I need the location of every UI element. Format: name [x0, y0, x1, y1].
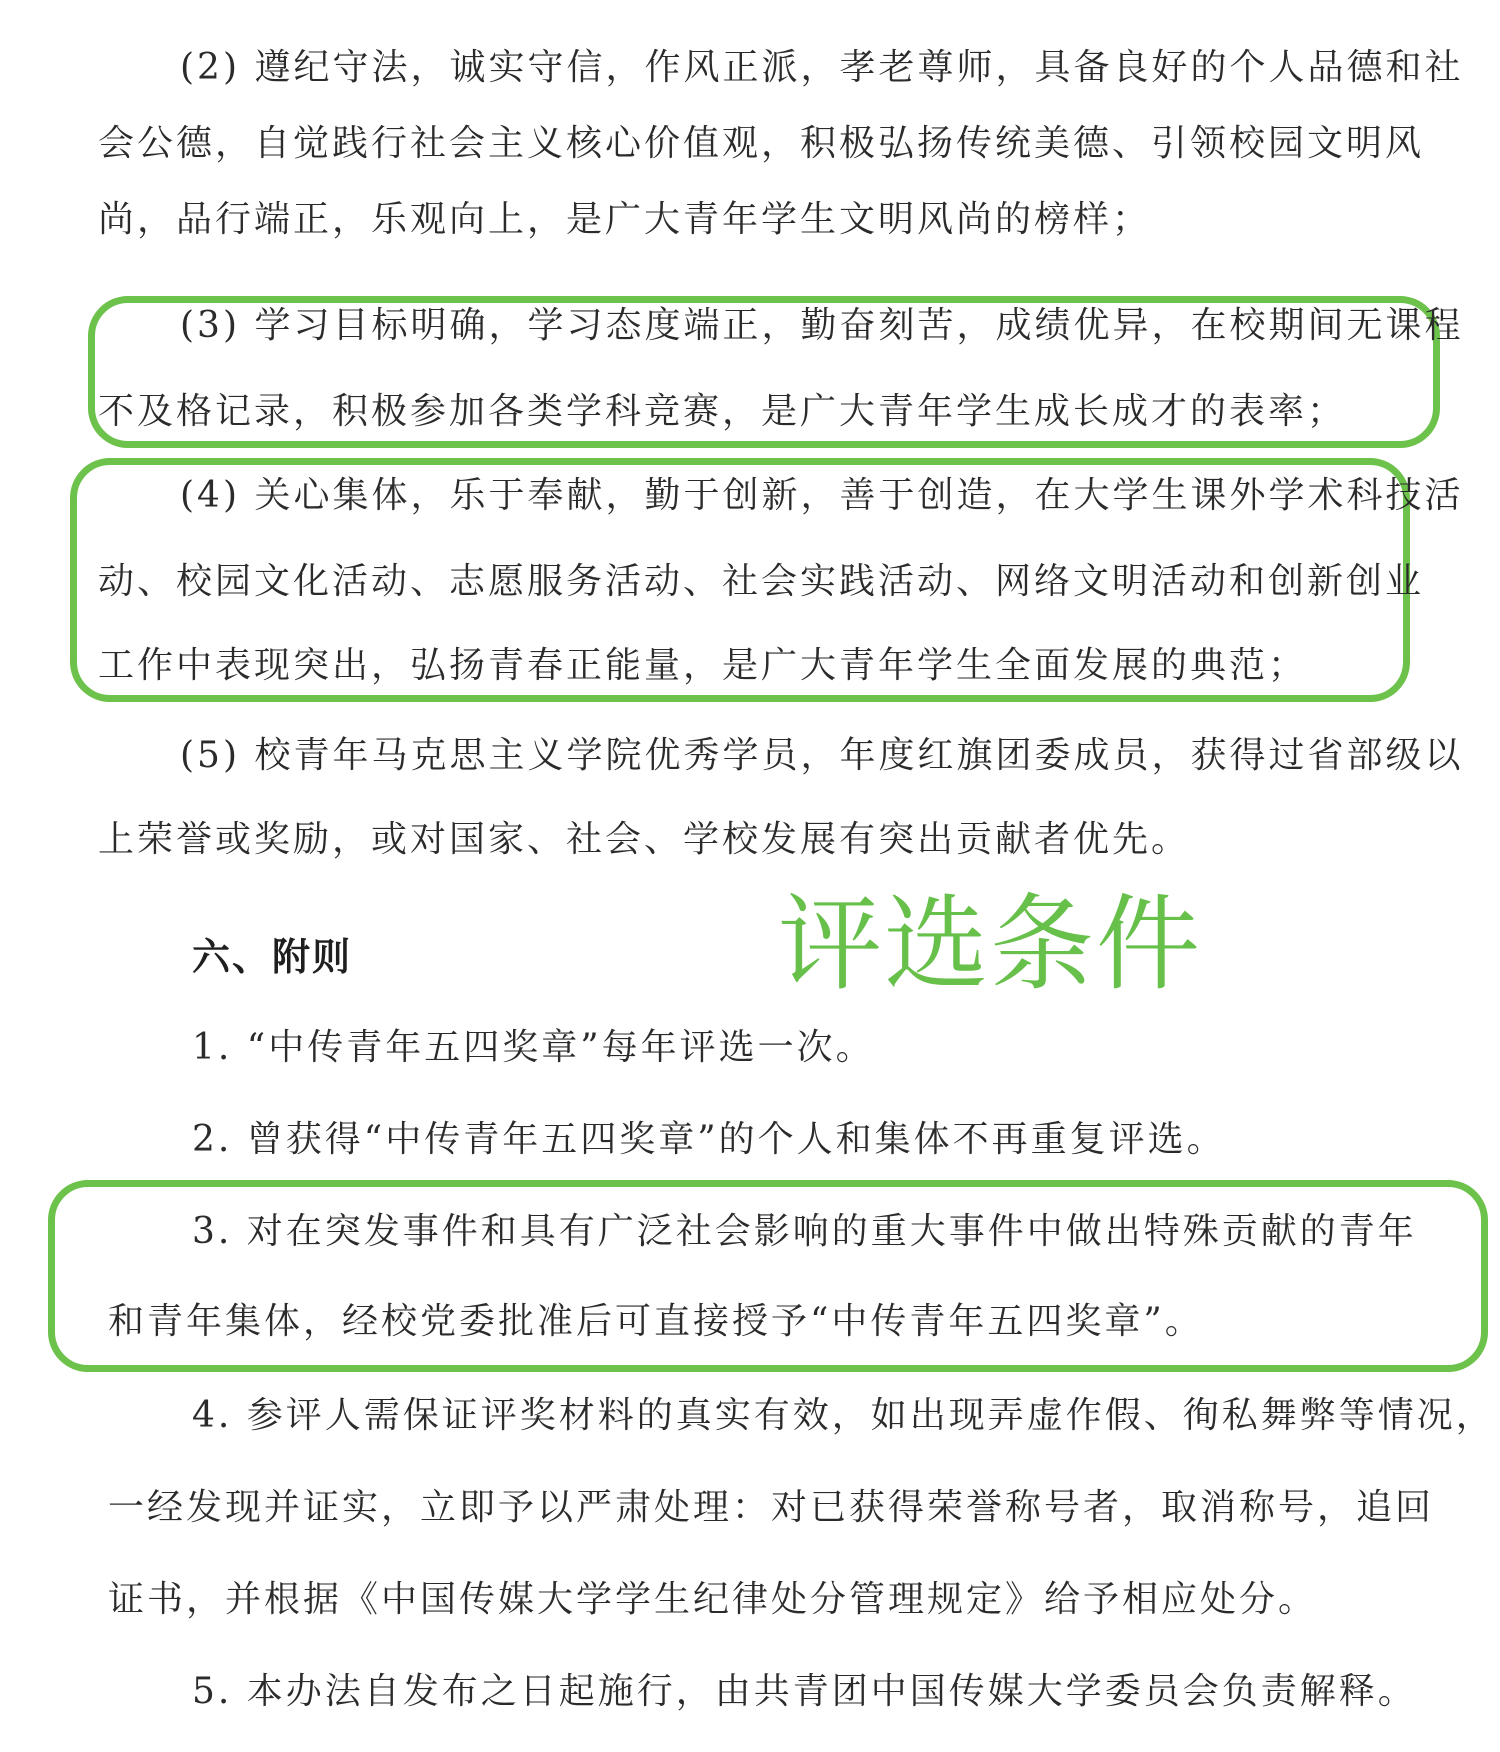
item4-line-1: (4) 关心集体，乐于奉献，勤于创新，善于创造，在大学生课外学术科技活 [180, 475, 1464, 516]
item3-line-1: (3) 学习目标明确，学习态度端正，勤奋刻苦，成绩优异，在校期间无课程 [180, 305, 1464, 346]
item2-line-2: 会公德，自觉践行社会主义核心价值观，积极弘扬传统美德、引领校园文明风 [98, 123, 1425, 164]
item2-line-1: (2) 遵纪守法，诚实守信，作风正派，孝老尊师，具备良好的个人品德和社 [180, 47, 1464, 88]
rule-3-line-1: 3. 对在突发事件和具有广泛社会影响的重大事件中做出特殊贡献的青年 [192, 1211, 1417, 1252]
rule-4-line-1: 4. 参评人需保证评奖材料的真实有效，如出现弄虚作假、徇私舞弊等情况， [192, 1395, 1495, 1436]
rule-1: 1. “中传青年五四奖章”每年评选一次。 [192, 1027, 875, 1068]
rule-5: 5. 本办法自发布之日起施行，由共青团中国传媒大学委员会负责解释。 [192, 1671, 1417, 1712]
section-heading: 六、附则 [192, 935, 353, 979]
item2-line-3: 尚，品行端正，乐观向上，是广大青年学生文明风尚的榜样； [98, 199, 1152, 240]
item4-line-3: 工作中表现突出，弘扬青春正能量，是广大青年学生全面发展的典范； [98, 645, 1308, 686]
rule-4-line-3: 证书，并根据《中国传媒大学学生纪律处分管理规定》给予相应处分。 [108, 1579, 1318, 1620]
annotation-label: 评选条件 [778, 883, 1203, 1005]
rule-2: 2. 曾获得“中传青年五四奖章”的个人和集体不再重复评选。 [192, 1119, 1226, 1160]
item3-line-2: 不及格记录，积极参加各类学科竞赛，是广大青年学生成长成才的表率； [98, 391, 1347, 432]
rule-3-line-2: 和青年集体，经校党委批准后可直接授予“中传青年五四奖章”。 [108, 1301, 1204, 1342]
item5-line-2: 上荣誉或奖励，或对国家、社会、学校发展有突出贡献者优先。 [98, 819, 1191, 860]
rule-4-line-2: 一经发现并证实，立即予以严肃处理：对已获得荣誉称号者，取消称号，追回 [108, 1487, 1435, 1528]
item4-line-2: 动、校园文化活动、志愿服务活动、社会实践活动、网络文明活动和创新创业 [98, 561, 1425, 602]
item5-line-1: (5) 校青年马克思主义学院优秀学员，年度红旗团委成员，获得过省部级以 [180, 735, 1464, 776]
